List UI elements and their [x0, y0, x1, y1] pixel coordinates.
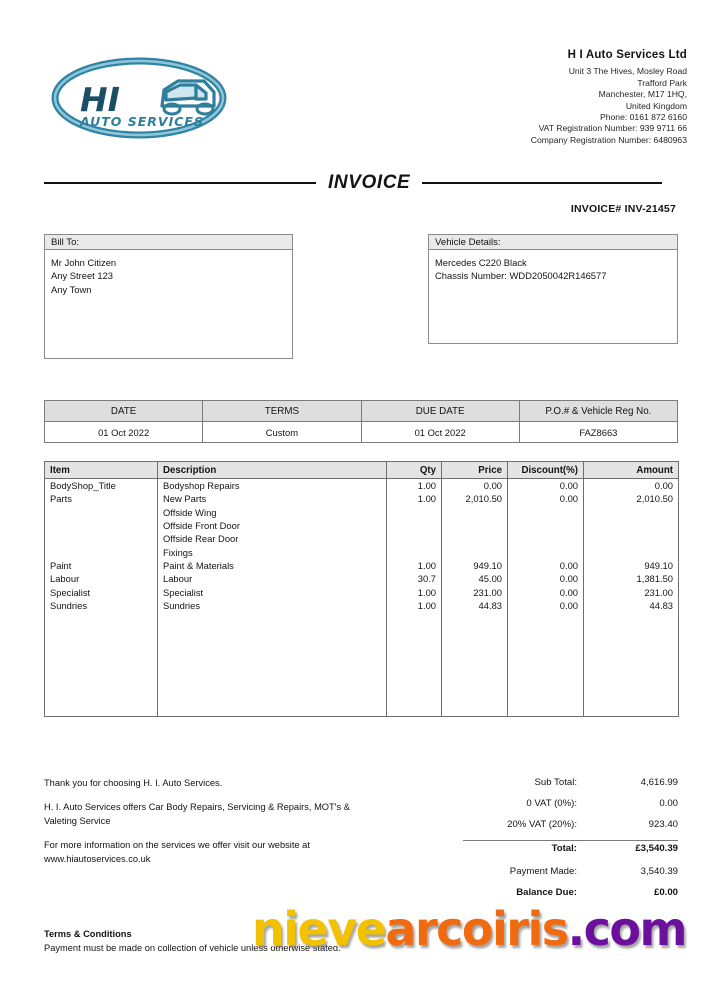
- empty-cell: [387, 612, 442, 717]
- empty-cell: [158, 612, 387, 717]
- company-address-line: Unit 3 The Hives, Mosley Road: [568, 66, 687, 77]
- row-discount: 0.00: [508, 572, 584, 585]
- date-table-header-row: [45, 401, 678, 422]
- title-rule-right: [422, 182, 662, 184]
- row-description-extra: Offside Wing: [163, 506, 217, 518]
- grand-total-value: £3,540.39: [635, 843, 678, 854]
- row-qty: 1.00: [387, 586, 442, 599]
- row-item: Labour: [45, 572, 158, 585]
- empty-cell: [508, 612, 584, 717]
- row-description-extra: Offside Front Door: [163, 520, 240, 532]
- totals-section: [463, 777, 678, 908]
- bill-to-heading: Bill To:: [45, 235, 292, 250]
- row-description-main: New Parts: [163, 493, 207, 505]
- vehicle-details-body: [429, 250, 677, 283]
- balance-due-label: Balance Due:: [516, 887, 577, 898]
- row-price: 231.00: [442, 586, 508, 599]
- bill-to-body: [45, 250, 292, 296]
- company-name: H I Auto Services Ltd: [567, 49, 687, 61]
- bill-to-line: Any Street 123: [51, 270, 114, 282]
- grand-total-label: Total:: [551, 843, 577, 854]
- row-description-main: Labour: [163, 573, 193, 585]
- date-header-date: DATE: [45, 401, 203, 422]
- due-date: 01 Oct 2022: [361, 422, 519, 443]
- row-item: BodyShop_Title: [45, 479, 158, 493]
- thank-you-note: Thank you for choosing H. I. Auto Services.: [44, 778, 223, 788]
- row-qty: 1.00: [387, 599, 442, 612]
- row-description: [158, 599, 387, 612]
- date-header-due-date: DUE DATE: [361, 401, 519, 422]
- company-details: [531, 48, 687, 146]
- row-price: 45.00: [442, 572, 508, 585]
- vat-label: 20% VAT (20%):: [507, 819, 577, 830]
- row-description: [158, 559, 387, 572]
- row-description-extra: Fixings: [163, 546, 193, 558]
- row-qty: 1.00: [387, 559, 442, 572]
- table-row: [45, 586, 679, 599]
- row-amount: 0.00: [584, 479, 679, 493]
- row-item: Specialist: [45, 586, 158, 599]
- items-header-row: [45, 462, 679, 479]
- row-item: Sundries: [45, 599, 158, 612]
- terms-title: Terms & Conditions: [44, 929, 132, 939]
- watermark: [252, 902, 686, 956]
- services-note: H. I. Auto Services offers Car Body Repairs, Servicing & Repairs, MOT's & Valeting Service: [44, 802, 350, 826]
- col-header-discount: Discount(%): [508, 462, 584, 479]
- invoice-title-row: [44, 172, 678, 194]
- row-description-main: Paint & Materials: [163, 560, 234, 572]
- payment-made-row: [463, 866, 678, 887]
- date-header-po-reg: P.O.# & Vehicle Reg No.: [519, 401, 677, 422]
- vat-row: [463, 819, 678, 840]
- col-header-amount: Amount: [584, 462, 679, 479]
- company-address-line: United Kingdom: [625, 100, 687, 111]
- col-header-price: Price: [442, 462, 508, 479]
- row-discount: 0.00: [508, 479, 584, 493]
- company-address-line: Manchester, M17 1HQ,: [598, 89, 687, 100]
- row-amount: 2,010.50: [584, 492, 679, 559]
- page-title: INVOICE: [328, 172, 411, 193]
- row-discount: 0.00: [508, 586, 584, 599]
- invoice-number: INVOICE# INV-21457: [570, 203, 676, 215]
- row-price: 949.10: [442, 559, 508, 572]
- logo-primary-text: HI: [80, 80, 120, 119]
- vehicle-details-heading: Vehicle Details:: [429, 235, 677, 250]
- line-items-table: [44, 461, 679, 717]
- subtotal-value: 4,616.99: [640, 777, 678, 788]
- row-description: [158, 479, 387, 493]
- vehicle-chassis-number: Chassis Number: WDD2050042R146577: [435, 270, 607, 282]
- row-discount: 0.00: [508, 492, 584, 559]
- row-item: Paint: [45, 559, 158, 572]
- row-price: 44.83: [442, 599, 508, 612]
- payment-made-label: Payment Made:: [509, 866, 577, 877]
- row-amount: 44.83: [584, 599, 679, 612]
- zero-vat-value: 0.00: [659, 798, 678, 809]
- empty-cell: [584, 612, 679, 717]
- row-price: 2,010.50: [442, 492, 508, 559]
- company-logo: [44, 54, 234, 142]
- bill-to-box: [44, 234, 293, 359]
- empty-cell: [442, 612, 508, 717]
- row-discount: 0.00: [508, 559, 584, 572]
- date-table-value-row: [45, 422, 678, 443]
- row-item: Parts: [45, 492, 158, 559]
- bill-to-line: Any Town: [51, 283, 92, 295]
- col-header-item: Item: [45, 462, 158, 479]
- bill-to-line: Mr John Citizen: [51, 257, 117, 268]
- row-qty: 1.00: [387, 492, 442, 559]
- row-description: [158, 586, 387, 599]
- date-header-terms: TERMS: [203, 401, 361, 422]
- vat-value: 923.40: [648, 819, 678, 830]
- zero-vat-label: 0 VAT (0%):: [526, 798, 577, 809]
- col-header-description: Description: [158, 462, 387, 479]
- company-vat-number: VAT Registration Number: 939 9711 66: [538, 123, 687, 134]
- table-row: [45, 572, 679, 585]
- row-amount: 1,381.50: [584, 572, 679, 585]
- subtotal-row: [463, 777, 678, 798]
- grand-total-row: [463, 840, 678, 866]
- col-header-qty: Qty: [387, 462, 442, 479]
- row-description-main: Bodyshop Repairs: [163, 480, 240, 491]
- row-description-main: Sundries: [163, 600, 201, 612]
- invoice-header: [0, 42, 720, 162]
- logo-secondary-text: AUTO SERVICES: [80, 114, 204, 129]
- invoice-date: 01 Oct 2022: [45, 422, 203, 443]
- row-description-main: Specialist: [163, 586, 204, 598]
- website-note: For more information on the services we offer visit our website at www.hiautoservices.co.uk: [44, 840, 310, 864]
- empty-cell: [45, 612, 158, 717]
- watermark-part-2: arcoiris: [385, 902, 568, 956]
- table-row: [45, 492, 679, 559]
- vehicle-reg-number: FAZ8663: [519, 422, 677, 443]
- balance-due-value: £0.00: [653, 887, 678, 898]
- footer-notes: [44, 777, 374, 877]
- table-row: [45, 599, 679, 612]
- row-amount: 949.10: [584, 559, 679, 572]
- vehicle-line: Mercedes C220 Black: [435, 257, 527, 268]
- row-qty: 30.7: [387, 572, 442, 585]
- table-empty-space: [45, 612, 679, 717]
- company-phone: Phone: 0161 872 6160: [600, 111, 687, 122]
- watermark-part-1: nieve: [252, 902, 386, 956]
- payment-made-value: 3,540.39: [640, 866, 678, 877]
- row-qty: 1.00: [387, 479, 442, 493]
- payment-terms: Custom: [203, 422, 361, 443]
- title-rule-left: [44, 182, 316, 184]
- row-description: [158, 492, 387, 559]
- row-price: 0.00: [442, 479, 508, 493]
- terms-body: Payment must be made on collection of vehicle unless otherwise stated.: [44, 942, 341, 953]
- zero-vat-row: [463, 798, 678, 819]
- company-address-line: Trafford Park: [637, 77, 687, 88]
- row-description: [158, 572, 387, 585]
- row-amount: 231.00: [584, 586, 679, 599]
- table-row: [45, 479, 679, 493]
- vehicle-details-box: [428, 234, 678, 344]
- subtotal-label: Sub Total:: [534, 777, 577, 788]
- company-registration-number: Company Registration Number: 6480963: [530, 134, 687, 145]
- watermark-part-3: .com: [567, 902, 686, 956]
- row-discount: 0.00: [508, 599, 584, 612]
- table-row: [45, 559, 679, 572]
- row-description-extra: Offside Rear Door: [163, 533, 239, 545]
- date-terms-table: [44, 400, 678, 443]
